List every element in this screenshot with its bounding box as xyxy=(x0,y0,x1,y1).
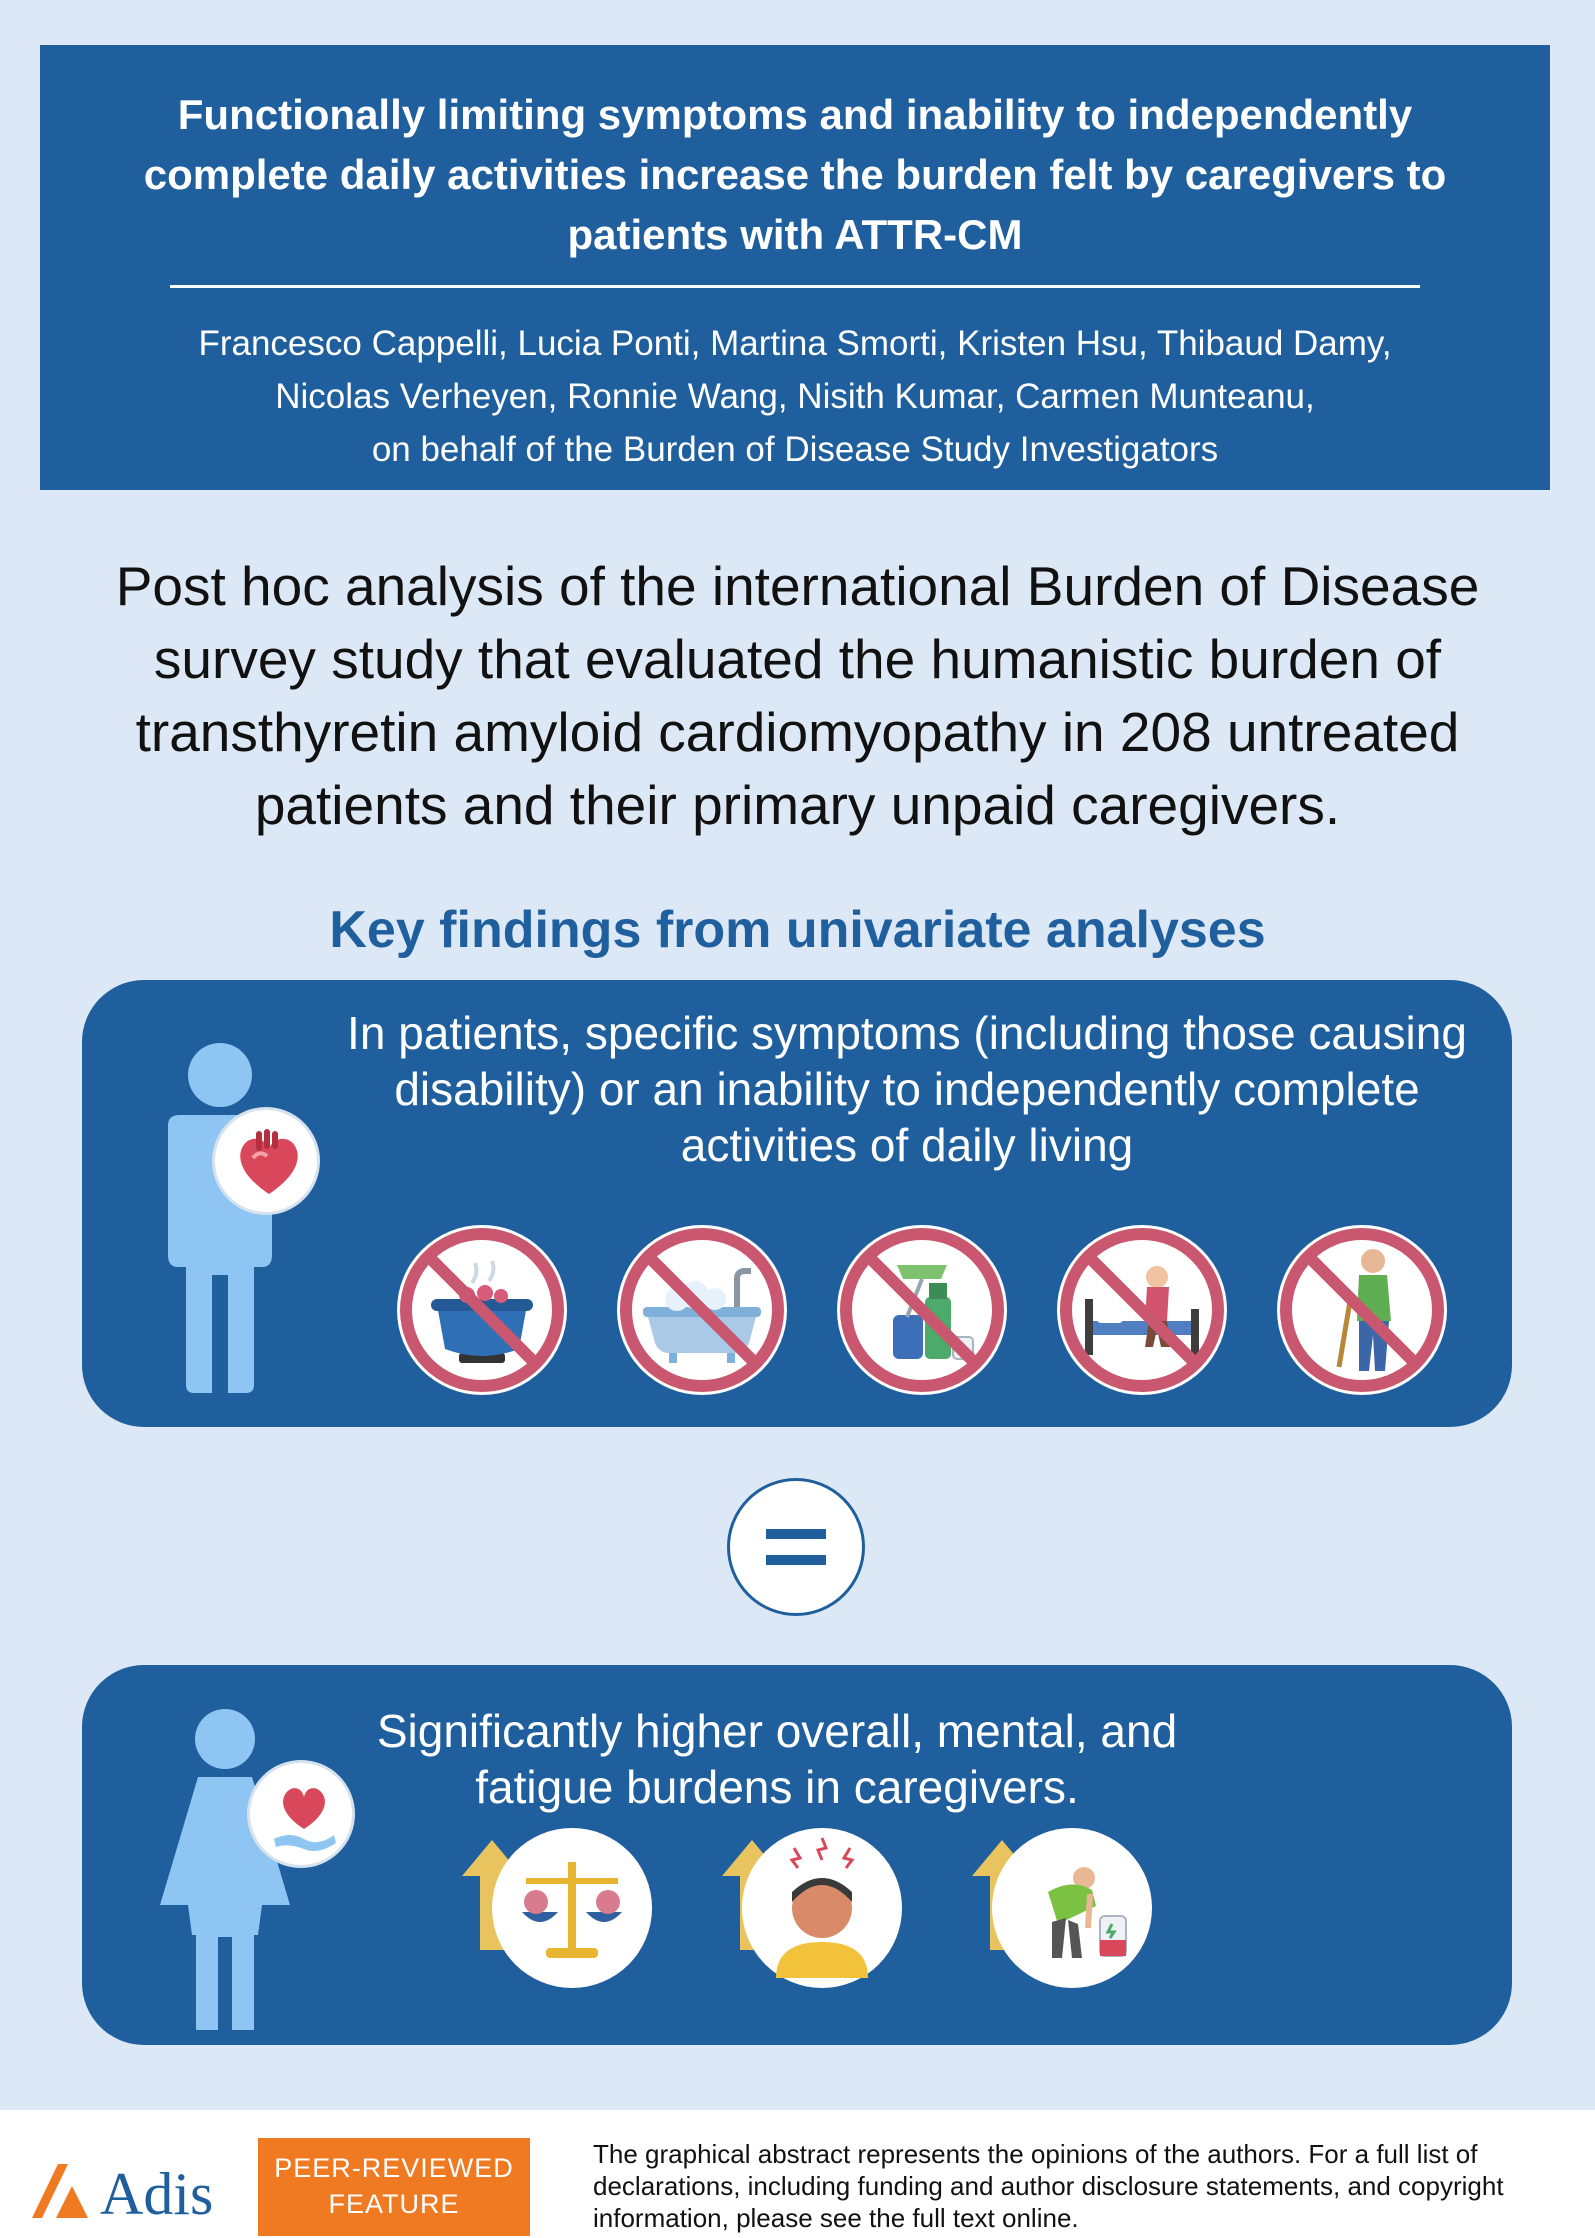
caring-heart-icon xyxy=(247,1760,355,1868)
getting-out-of-bed-icon xyxy=(1057,1225,1227,1395)
author-list xyxy=(80,317,1510,476)
authors-line-2: Nicolas Verheyen, Ronnie Wang, Nisith Kumar, Carmen Munteanu, xyxy=(275,377,1315,416)
bathing-icon xyxy=(617,1225,787,1395)
authors-line-1: Francesco Cappelli, Lucia Ponti, Martina Smorti, Kristen Hsu, Thibaud Damy, xyxy=(198,324,1392,363)
header-banner xyxy=(40,45,1550,490)
disclaimer-text: The graphical abstract represents the opinions of the authors. For a full list of declarations, including funding and author disclosure statements, and copyright information, please see the full text online. xyxy=(593,2139,1504,2233)
caregivers-panel xyxy=(82,1665,1512,2045)
walking-icon xyxy=(1277,1225,1447,1395)
adis-logo-icon xyxy=(28,2160,92,2220)
authors-line-3: on behalf of the Burden of Disease Study Investigators xyxy=(371,430,1219,469)
heart-icon xyxy=(212,1107,320,1215)
equals-icon xyxy=(727,1478,865,1616)
cooking-icon xyxy=(397,1225,567,1395)
badge-line-2: FEATURE xyxy=(328,2189,460,2219)
footer xyxy=(0,2110,1595,2238)
header-divider xyxy=(170,285,1420,288)
patients-finding-text: In patients, specific symptoms (including those causing disability) or an inability to independently complete activities of daily living xyxy=(347,1007,1467,1171)
mental-burden-icon xyxy=(742,1828,902,1988)
page-title: Functionally limiting symptoms and inability to independently complete daily activities increase the burden felt by caregivers to patients with ATTR-CM xyxy=(143,91,1447,258)
brand-name: Adis xyxy=(100,2161,214,2227)
overall-burden-icon xyxy=(492,1828,652,1988)
caregiver-figure-icon xyxy=(150,1705,300,2035)
peer-reviewed-badge xyxy=(258,2138,530,2236)
section-title: Key findings from univariate analyses xyxy=(329,901,1266,959)
caregivers-finding-text: Significantly higher overall, mental, and fatigue burdens in caregivers. xyxy=(376,1705,1178,1813)
study-intro: Post hoc analysis of the international Burden of Disease survey study that evaluated the humanistic burden of transthyretin amyloid cardiomyopathy in 208 untreated patients and their primary unpaid caregivers. xyxy=(115,555,1480,836)
cleaning-icon xyxy=(837,1225,1007,1395)
patients-panel xyxy=(82,980,1512,1427)
badge-line-1: PEER-REVIEWED xyxy=(274,2153,514,2183)
fatigue-burden-icon xyxy=(992,1828,1152,1988)
patient-figure-icon xyxy=(150,1035,290,1395)
